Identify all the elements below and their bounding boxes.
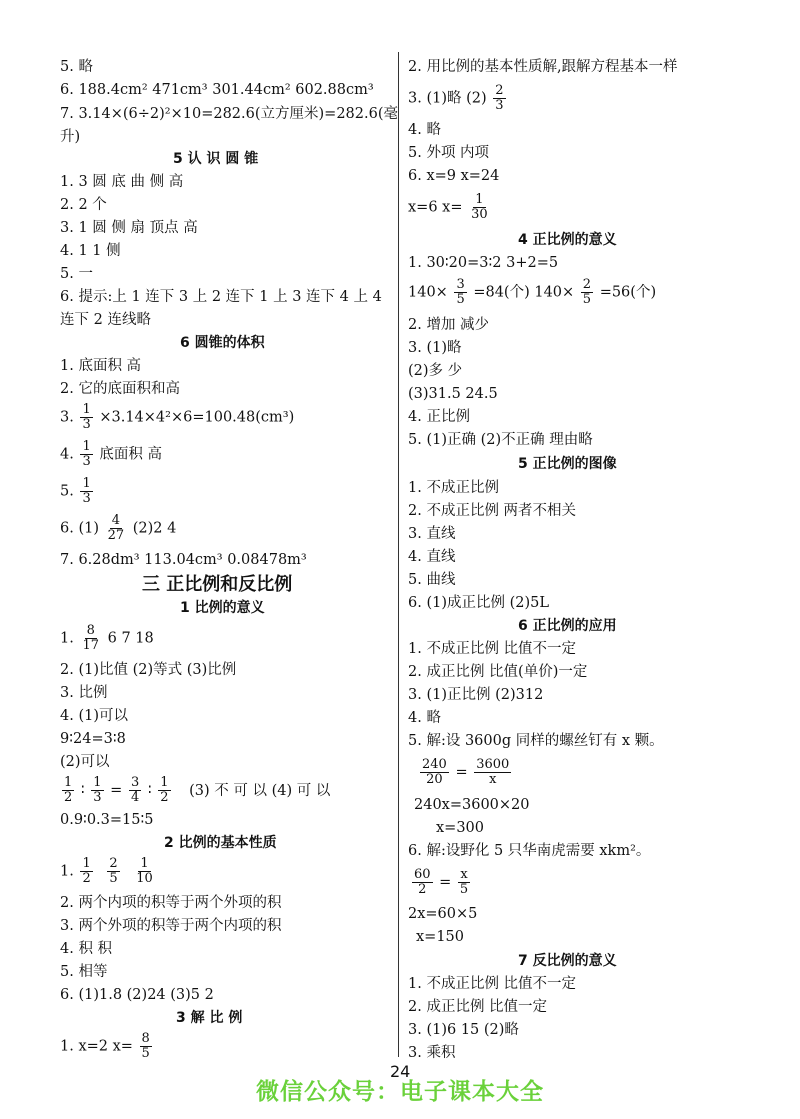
answer-line: 1. 3 圆 底 曲 侧 高 bbox=[60, 174, 184, 190]
answer-line: 7. 3.14×(6÷2)²×10=282.6(立方厘米)=282.6(毫 bbox=[60, 106, 398, 122]
section-heading: 3 解 比 例 bbox=[176, 1010, 243, 1026]
answer-line: $\frac{1}{2}$ ∶ $\frac{1}{3}$ = $\frac{3}{4}$ ∶ $\frac{1}{2}$ (3) 不 可 以 (4) 可 以 bbox=[64, 775, 331, 805]
answer-line: 2. 增加 减少 bbox=[408, 317, 490, 333]
answer-line: 3. (1)略 (2) $\frac{2}{3}$ bbox=[408, 83, 504, 113]
answer-line: 1. $\frac{8}{17}$ 6 7 18 bbox=[60, 623, 154, 653]
answer-line: 0.9∶0.3=15∶5 bbox=[60, 812, 154, 828]
answer-line: 4. 略 bbox=[408, 122, 441, 138]
answer-line: 1. 不成正比例 比值不一定 bbox=[408, 976, 577, 992]
answer-line: 9∶24=3∶8 bbox=[60, 731, 126, 747]
fraction: $\frac{2}{5}$ bbox=[582, 277, 592, 307]
answer-line: 4. $\frac{1}{3}$ 底面积 高 bbox=[60, 439, 162, 469]
fraction: $\frac{8}{5}$ bbox=[141, 1031, 150, 1061]
answer-line: 3. 比例 bbox=[60, 685, 108, 701]
fraction: $\frac{1}{3}$ bbox=[82, 476, 91, 506]
answer-line: 1. 底面积 高 bbox=[60, 358, 142, 374]
answer-line: 6. (1) $\frac{4}{27}$ (2)2 4 bbox=[60, 513, 177, 543]
equation-line: $\frac{240}{20}$ = $\frac{3600}{x}$ bbox=[422, 757, 510, 787]
answer-line: 5. 相等 bbox=[60, 964, 108, 980]
section-heading: 6 正比例的应用 bbox=[518, 618, 617, 634]
answer-line: 5. $\frac{1}{3}$ bbox=[60, 476, 91, 506]
equation-line: 240x=3600×20 bbox=[414, 797, 530, 813]
fraction: $\frac{1}{2}$ bbox=[64, 775, 73, 805]
page-number: 24 bbox=[390, 1062, 411, 1081]
fraction: $\frac{1}{3}$ bbox=[93, 775, 102, 805]
equation-line: $\frac{60}{2}$ = $\frac{x}{5}$ bbox=[414, 867, 469, 897]
answer-line: 4. 直线 bbox=[408, 549, 456, 565]
answer-line: 3. 1 圆 侧 扇 顶点 高 bbox=[60, 220, 198, 236]
section-heading: 7 反比例的意义 bbox=[518, 953, 617, 969]
answer-line: 1. x=2 x= $\frac{8}{5}$ bbox=[60, 1031, 150, 1061]
answer-line: 4. 1 1 侧 bbox=[60, 243, 121, 259]
answer-line: 升) bbox=[60, 129, 81, 145]
answer-line: 5. 一 bbox=[60, 266, 93, 282]
answer-line: 4. (1)可以 bbox=[60, 708, 128, 724]
fraction: $\frac{60}{2}$ bbox=[414, 867, 431, 897]
answer-line: (3)31.5 24.5 bbox=[408, 386, 498, 402]
answer-line: 6. (1)1.8 (2)24 (3)5 2 bbox=[60, 987, 214, 1003]
equation-line: x=300 bbox=[436, 820, 485, 836]
section-heading: 5 认 识 圆 锥 bbox=[173, 151, 259, 167]
fraction: $\frac{3}{4}$ bbox=[130, 775, 140, 805]
fraction: $\frac{1}{3}$ bbox=[82, 402, 91, 432]
answer-line: 3. (1)略 bbox=[408, 340, 462, 356]
answer-line: 3. 两个外项的积等于两个内项的积 bbox=[60, 918, 282, 934]
answer-line: 3. 乘积 bbox=[408, 1045, 456, 1061]
answer-line: 3. (1)6 15 (2)略 bbox=[408, 1022, 519, 1038]
answer-line: 5. 解:设 3600g 同样的螺丝钉有 x 颗。 bbox=[408, 733, 664, 749]
answer-line: 6. 188.4cm² 471cm³ 301.44cm² 602.88cm³ bbox=[60, 82, 374, 98]
fraction: $\frac{8}{17}$ bbox=[82, 623, 99, 653]
answer-line: 5. 略 bbox=[60, 59, 93, 75]
section-heading: 1 比例的意义 bbox=[180, 600, 265, 616]
answer-line: 7. 6.28dm³ 113.04cm³ 0.08478m³ bbox=[60, 552, 307, 568]
answer-line: 4. 正比例 bbox=[408, 409, 470, 425]
answer-line: 1. 不成正比例 bbox=[408, 480, 499, 496]
section-heading: 4 正比例的意义 bbox=[518, 232, 617, 248]
fraction: $\frac{1}{30}$ bbox=[471, 192, 488, 222]
answer-line: 6. x=9 x=24 bbox=[408, 168, 500, 184]
answer-line: 4. 积 积 bbox=[60, 941, 113, 957]
fraction: $\frac{1}{3}$ bbox=[82, 439, 91, 469]
watermark: 微信公众号：电子课本大全 bbox=[256, 1079, 544, 1105]
fraction: $\frac{x}{5}$ bbox=[459, 867, 469, 897]
equation-line: x=150 bbox=[416, 929, 465, 945]
fraction: $\frac{4}{27}$ bbox=[107, 513, 125, 543]
fraction: $\frac{2}{3}$ bbox=[495, 83, 504, 113]
fraction: $\frac{3}{5}$ bbox=[456, 277, 465, 307]
answer-line: (2)可以 bbox=[60, 754, 110, 770]
answer-line: x=6 x= $\frac{1}{30}$ bbox=[408, 192, 488, 222]
answer-line: 2. 它的底面积和高 bbox=[60, 381, 180, 397]
answer-line: 5. 外项 内项 bbox=[408, 145, 490, 161]
fraction: $\frac{2}{5}$ bbox=[109, 856, 118, 886]
answer-line: 2. 不成正比例 两者不相关 bbox=[408, 503, 577, 519]
unit-heading: 三 正比例和反比例 bbox=[142, 574, 293, 595]
column-divider bbox=[398, 52, 399, 1057]
answer-line: (2)多 少 bbox=[408, 363, 463, 379]
section-heading: 6 圆锥的体积 bbox=[180, 335, 265, 351]
fraction: $\frac{3600}{x}$ bbox=[476, 757, 510, 787]
answer-line: 2. (1)比值 (2)等式 (3)比例 bbox=[60, 662, 237, 678]
answer-line: 3. $\frac{1}{3}$ ×3.14×4²×6=100.48(cm³) bbox=[60, 402, 295, 432]
answer-line: 6. 提示:上 1 连下 3 上 2 连下 1 上 3 连下 4 上 4 bbox=[60, 289, 382, 305]
answer-line: 1. $\frac{1}{2}$ $\frac{2}{5}$ $\frac{1}{10}$ bbox=[60, 856, 153, 886]
answer-line: 5. (1)正确 (2)不正确 理由略 bbox=[408, 432, 593, 448]
answer-line: 6. (1)成正比例 (2)5L bbox=[408, 595, 549, 611]
section-heading: 2 比例的基本性质 bbox=[164, 835, 277, 851]
fraction: $\frac{1}{2}$ bbox=[82, 856, 91, 886]
answer-line: 3. 直线 bbox=[408, 526, 456, 542]
answer-line: 1. 不成正比例 比值不一定 bbox=[408, 641, 577, 657]
answer-line: 2. 成正比例 比值一定 bbox=[408, 999, 548, 1015]
answer-line: 2. 2 个 bbox=[60, 197, 107, 213]
equation-line: 2x=60×5 bbox=[408, 906, 478, 922]
answer-line: 4. 略 bbox=[408, 710, 441, 726]
answer-line: 连下 2 连线略 bbox=[60, 312, 151, 328]
answer-line: 6. 解:设野化 5 只华南虎需要 xkm²。 bbox=[408, 843, 651, 859]
answer-line: 2. 两个内项的积等于两个外项的积 bbox=[60, 895, 282, 911]
answer-line: 3. (1)正比例 (2)312 bbox=[408, 687, 544, 703]
answer-line: 140× $\frac{3}{5}$ =84(个) 140× $\frac{2}{5}$ =56(个) bbox=[408, 277, 657, 307]
fraction: $\frac{240}{20}$ bbox=[422, 757, 447, 787]
fraction: $\frac{1}{10}$ bbox=[136, 856, 153, 886]
answer-line: 2. 用比例的基本性质解,跟解方程基本一样 bbox=[408, 59, 678, 75]
answer-line: 5. 曲线 bbox=[408, 572, 456, 588]
section-heading: 5 正比例的图像 bbox=[518, 456, 617, 472]
answer-line: 2. 成正比例 比值(单价)一定 bbox=[408, 664, 588, 680]
answer-line: 1. 30∶20=3∶2 3+2=5 bbox=[408, 255, 559, 271]
fraction: $\frac{1}{2}$ bbox=[160, 775, 169, 805]
